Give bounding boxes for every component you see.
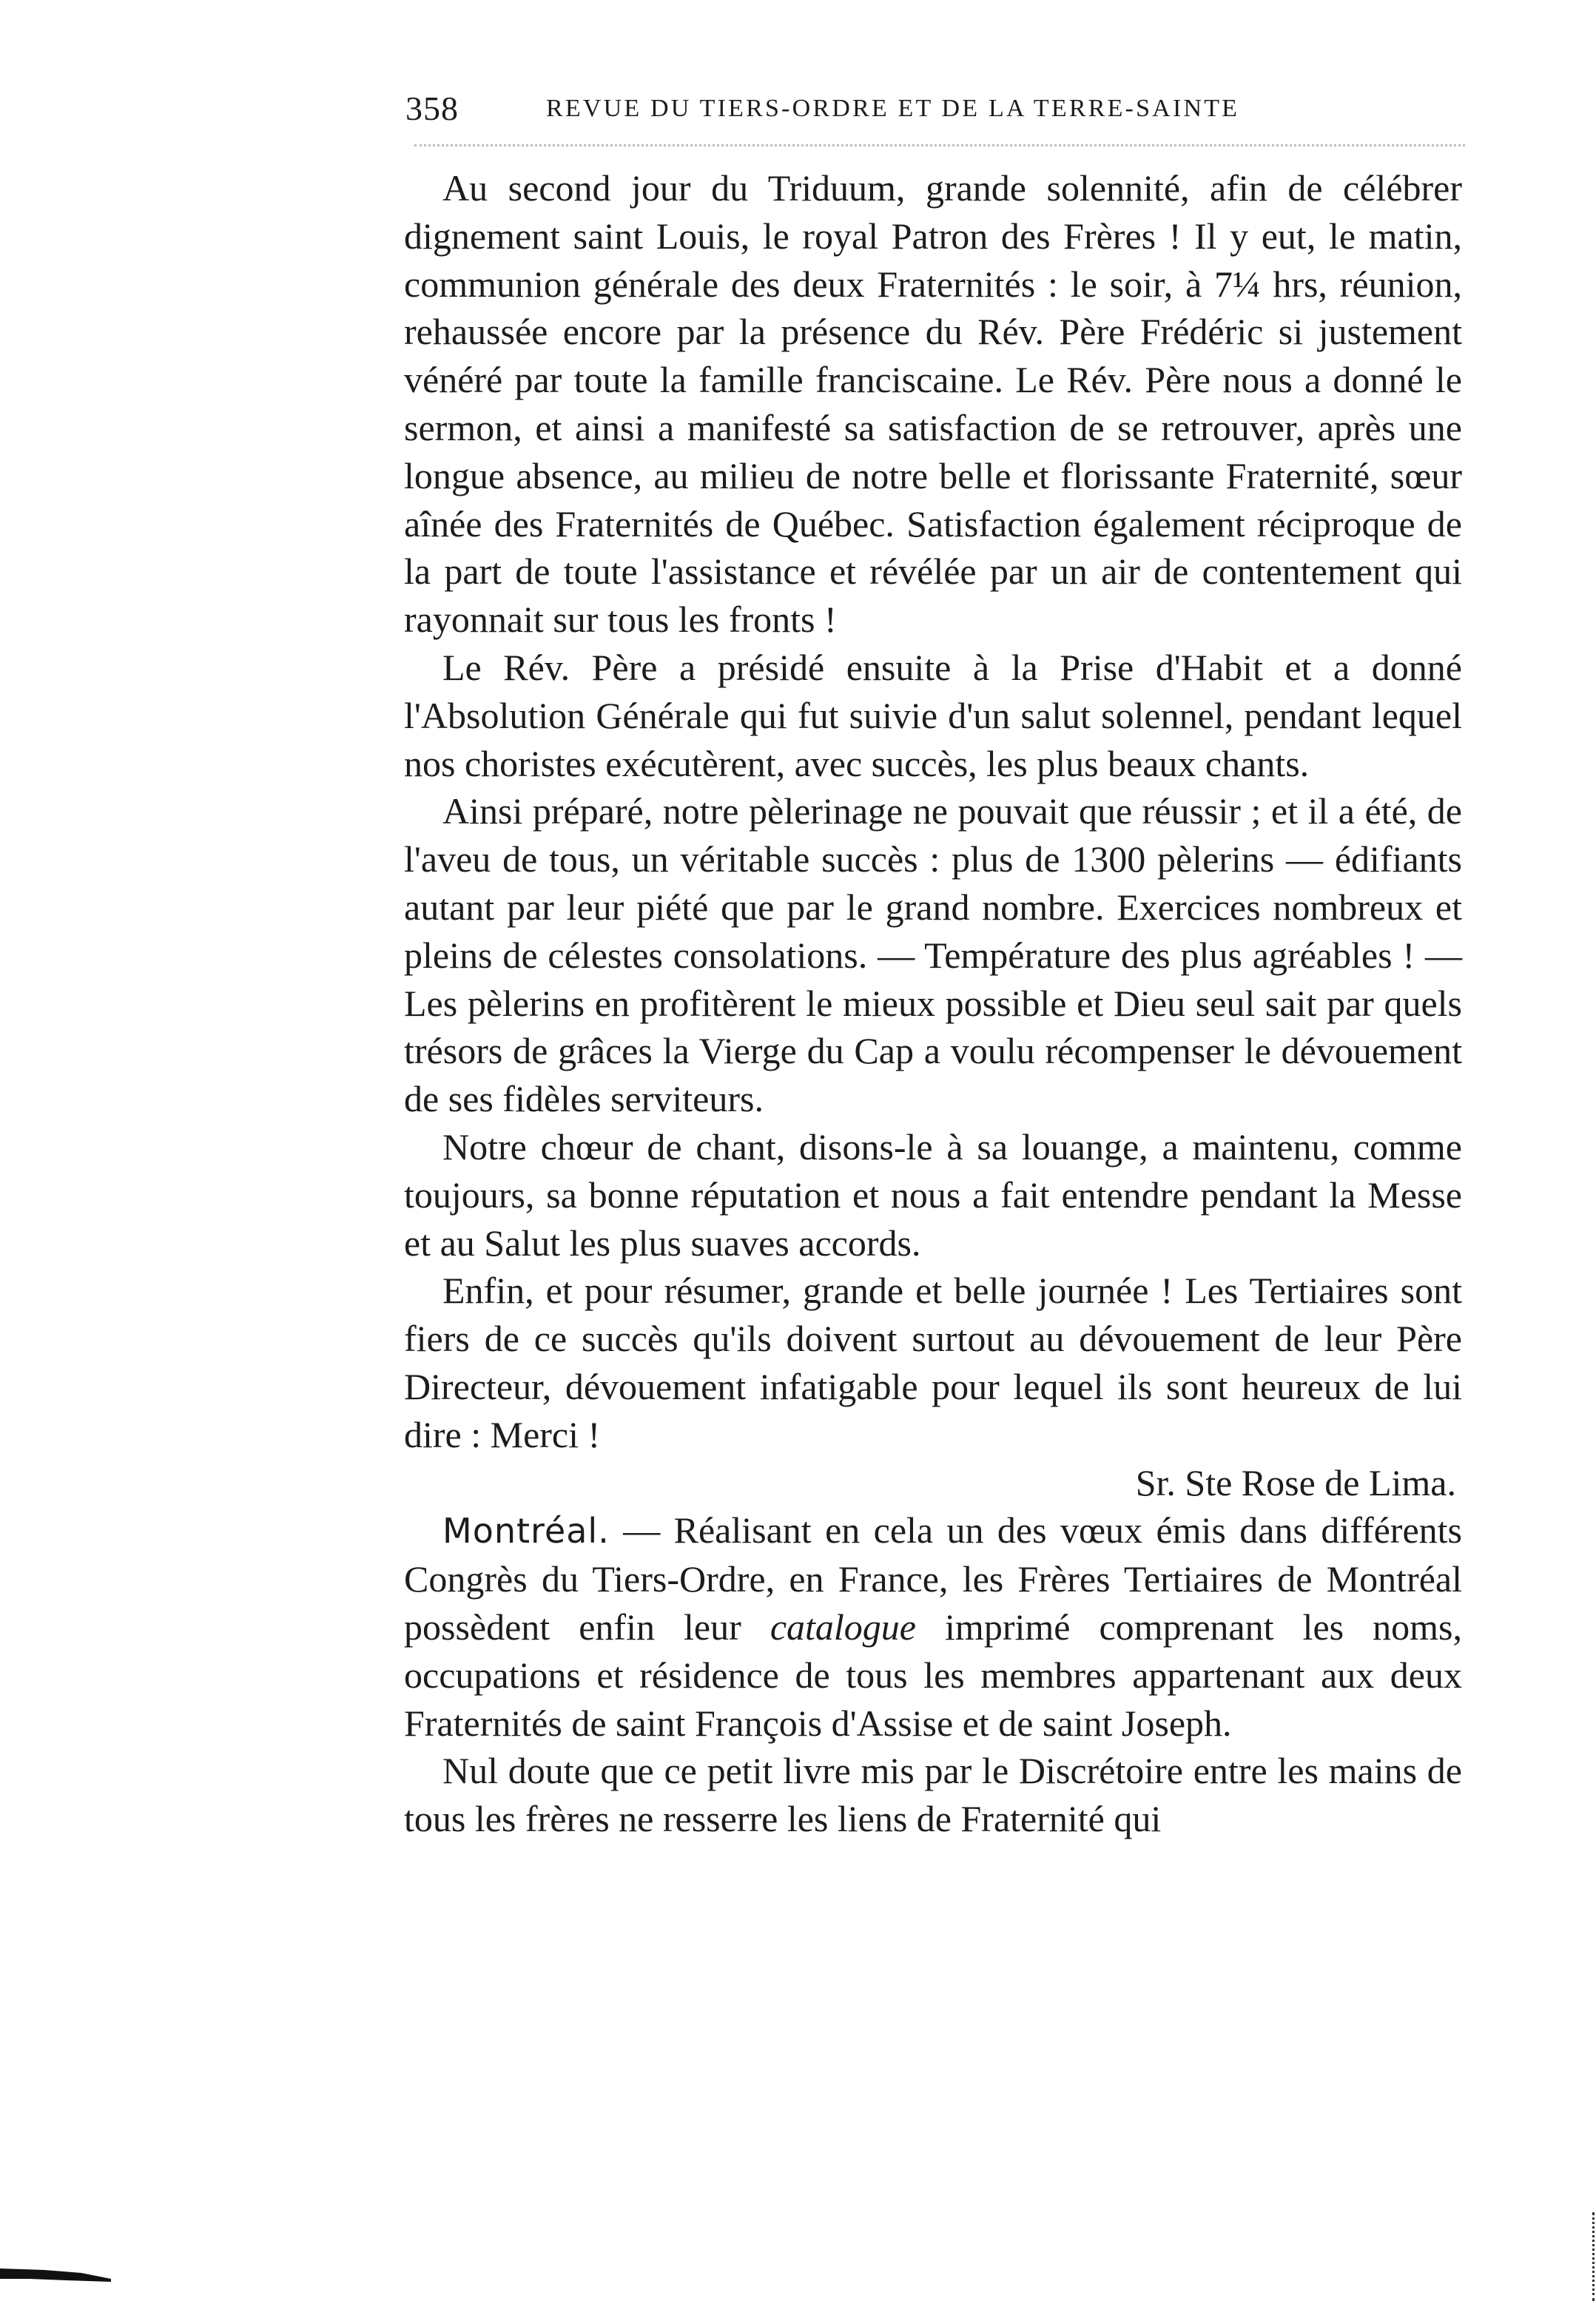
paragraph-nul-doute: Nul doute que ce petit livre mis par le Discrétoire entre les mains de tous les frères ne resserre les liens de Fraternité qui: [404, 1750, 1462, 1840]
paragraph-pelerinage: Ainsi préparé, notre pèlerinage ne pouvait que réussir ; et il a été, de l'aveu de tous, un véritable succès : plus de 1300 pèlerins — édifiants autant par leur piété que par le grand nombre. Exercices nombreux et pleins de célestes consolations. — Température des plus agréables ! — Les pèlerins en profitèrent le mieux possible et Dieu seul sait par quels trésors de grâces la Vierge du Cap a voulu récompenser le dévouement de ses fidèles serviteurs.: [404, 790, 1462, 1120]
scan-edge-dots: [1592, 2212, 1596, 2301]
paragraph-resume: Enfin, et pour résumer, grande et belle journée ! Les Tertiaires sont fiers de ce succès qu'ils doivent surtout au dévouement de leur Père Directeur, dévouement infatigable pour lequel ils sont heureux de lui dire : Merci !: [404, 1270, 1462, 1455]
paragraph-choeur: Notre chœur de chant, disons-le à sa louange, a maintenu, comme toujours, sa bonne réputation et nous a fait entendre pendant la Messe et au Salut les plus suaves accords.: [404, 1125, 1462, 1264]
header-rule: [414, 144, 1465, 151]
scan-edge-smudge: [0, 2263, 111, 2285]
page-number: 358: [405, 90, 459, 127]
body-text: [404, 164, 1462, 1843]
paragraph-montreal: [404, 1506, 1462, 1747]
catalogue-italic: catalogue: [770, 1606, 916, 1648]
paragraph-montreal-text-b: imprimé comprenant les noms, occupations et résidence de tous les membres appartenant aux deux Fraternités de saint François d'Assise et de saint Joseph.: [404, 1606, 1462, 1744]
running-head: [405, 89, 1464, 141]
running-title: REVUE DU TIERS-ORDRE ET DE LA TERRE-SAINTE: [546, 95, 1240, 122]
signature: Sr. Ste Rose de Lima.: [1135, 1461, 1456, 1503]
place-heading: Montréal.: [442, 1511, 610, 1552]
paragraph-montreal-text-a: — Réalisant en cela un des vœux émis dans différents Congrès du Tiers-Ordre, en France, les Frères Tertiaires de Montréal possèdent enfin leur: [404, 1509, 1462, 1648]
paragraph-triduum: Au second jour du Triduum, grande solennité, afin de célébrer dignement saint Louis, le royal Patron des Frères ! Il y eut, le matin, communion générale des deux Fraternités : le soir, à 7¼ hrs, réunion, rehaussée encore par la présence du Rév. Père Frédéric si justement vénéré par toute la famille franciscaine. Le Rév. Père nous a donné le sermon, et ainsi a manifesté sa satisfaction de se retrouver, après une longue absence, au milieu de notre belle et florissante Fraternité, sœur aînée des Fraternités de Québec. Satisfaction également réciproque de la part de toute l'assistance et révélée par un air de contentement qui rayonnait sur tous les fronts !: [404, 167, 1462, 641]
paragraph-prise-habit: Le Rév. Père a présidé ensuite à la Prise d'Habit et a donné l'Absolution Générale qui fut suivie d'un salut solennel, pendant lequel nos choristes exécutèrent, avec succès, les plus beaux chants.: [404, 646, 1462, 784]
